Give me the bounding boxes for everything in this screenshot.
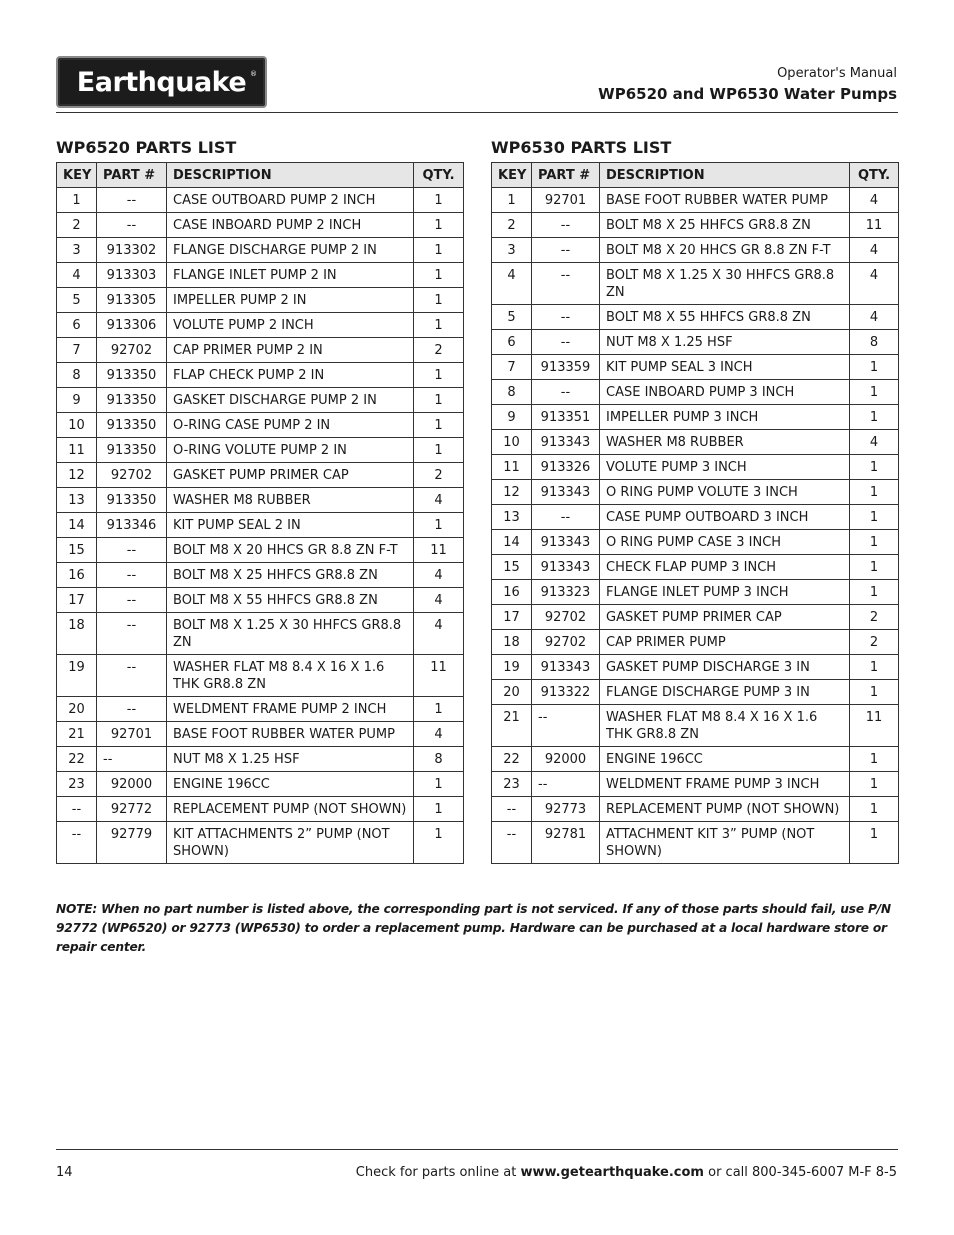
- column-header-part: PART #: [532, 163, 600, 188]
- cell-key: 9: [57, 388, 97, 413]
- cell-part-number: --: [97, 588, 167, 613]
- cell-qty: 8: [414, 747, 464, 772]
- cell-qty: 1: [414, 822, 464, 864]
- cell-key: 4: [492, 263, 532, 305]
- cell-description: WELDMENT FRAME PUMP 2 INCH: [167, 697, 414, 722]
- cell-part-number: 92779: [97, 822, 167, 864]
- cell-key: --: [492, 822, 532, 864]
- cell-key: 2: [492, 213, 532, 238]
- cell-key: 14: [492, 530, 532, 555]
- table-row: [492, 530, 899, 555]
- footer-text-before: Check for parts online at: [355, 1165, 521, 1180]
- table-row: [492, 213, 899, 238]
- cell-qty: 8: [850, 330, 899, 355]
- column-header-description: DESCRIPTION: [167, 163, 414, 188]
- cell-qty: 1: [414, 388, 464, 413]
- cell-part-number: 92702: [532, 630, 600, 655]
- cell-part-number: --: [97, 563, 167, 588]
- table-row: [492, 555, 899, 580]
- table-row: [492, 655, 899, 680]
- cell-part-number: 913306: [97, 313, 167, 338]
- cell-qty: 4: [414, 722, 464, 747]
- cell-key: 3: [492, 238, 532, 263]
- cell-qty: 1: [414, 697, 464, 722]
- table-row: [57, 538, 464, 563]
- cell-description: WELDMENT FRAME PUMP 3 INCH: [600, 772, 850, 797]
- cell-part-number: 913350: [97, 413, 167, 438]
- cell-qty: 1: [414, 772, 464, 797]
- table-row: [57, 338, 464, 363]
- table-row: [492, 605, 899, 630]
- cell-qty: 1: [414, 288, 464, 313]
- table-row: [492, 238, 899, 263]
- website-link[interactable]: www.getearthquake.com: [520, 1165, 704, 1180]
- cell-description: WASHER FLAT M8 8.4 X 16 X 1.6 THK GR8.8 ZN: [600, 705, 850, 747]
- cell-key: 6: [492, 330, 532, 355]
- cell-key: 11: [57, 438, 97, 463]
- cell-description: O RING PUMP CASE 3 INCH: [600, 530, 850, 555]
- cell-description: FLANGE INLET PUMP 3 INCH: [600, 580, 850, 605]
- wp6520-parts-list-title: WP6520 PARTS LIST: [56, 138, 237, 157]
- table-row: [492, 305, 899, 330]
- cell-key: 23: [492, 772, 532, 797]
- cell-key: 6: [57, 313, 97, 338]
- cell-part-number: 913326: [532, 455, 600, 480]
- doc-title: WP6520 and WP6530 Water Pumps: [598, 85, 897, 103]
- cell-part-number: --: [97, 697, 167, 722]
- cell-description: BOLT M8 X 1.25 X 30 HHFCS GR8.8 ZN: [600, 263, 850, 305]
- cell-part-number: 92000: [97, 772, 167, 797]
- cell-description: WASHER FLAT M8 8.4 X 16 X 1.6 THK GR8.8 ZN: [167, 655, 414, 697]
- cell-qty: 1: [850, 555, 899, 580]
- cell-description: CASE OUTBOARD PUMP 2 INCH: [167, 188, 414, 213]
- cell-qty: 2: [414, 338, 464, 363]
- table-row: [57, 822, 464, 864]
- cell-part-number: 92701: [532, 188, 600, 213]
- table-row: [492, 772, 899, 797]
- table-row: [492, 355, 899, 380]
- cell-qty: 11: [414, 655, 464, 697]
- cell-part-number: 913303: [97, 263, 167, 288]
- cell-part-number: --: [532, 505, 600, 530]
- cell-description: IMPELLER PUMP 3 INCH: [600, 405, 850, 430]
- cell-key: 19: [492, 655, 532, 680]
- cell-description: VOLUTE PUMP 3 INCH: [600, 455, 850, 480]
- cell-description: ENGINE 196CC: [167, 772, 414, 797]
- cell-qty: 1: [414, 238, 464, 263]
- table-row: [57, 655, 464, 697]
- cell-part-number: 913343: [532, 530, 600, 555]
- cell-part-number: --: [532, 330, 600, 355]
- cell-description: CAP PRIMER PUMP: [600, 630, 850, 655]
- table-row: [57, 488, 464, 513]
- cell-qty: 1: [414, 263, 464, 288]
- table-row: [492, 505, 899, 530]
- table-header-row: [57, 163, 464, 188]
- cell-part-number: 92702: [97, 338, 167, 363]
- cell-key: 21: [57, 722, 97, 747]
- cell-part-number: 913350: [97, 488, 167, 513]
- table-row: [492, 455, 899, 480]
- cell-part-number: --: [532, 213, 600, 238]
- cell-part-number: 92773: [532, 797, 600, 822]
- cell-description: ATTACHMENT KIT 3” PUMP (NOT SHOWN): [600, 822, 850, 864]
- header-divider: [56, 112, 898, 113]
- footer-text-after: or call 800-345-6007 M-F 8-5: [703, 1165, 897, 1180]
- column-header-description: DESCRIPTION: [600, 163, 850, 188]
- cell-key: 21: [492, 705, 532, 747]
- table-row: [492, 705, 899, 747]
- table-row: [57, 238, 464, 263]
- cell-description: KIT PUMP SEAL 2 IN: [167, 513, 414, 538]
- cell-description: BOLT M8 X 1.25 X 30 HHFCS GR8.8 ZN: [167, 613, 414, 655]
- cell-description: CASE INBOARD PUMP 3 INCH: [600, 380, 850, 405]
- table-row: [57, 438, 464, 463]
- cell-description: O RING PUMP VOLUTE 3 INCH: [600, 480, 850, 505]
- cell-qty: 1: [850, 455, 899, 480]
- cell-key: 15: [57, 538, 97, 563]
- cell-part-number: --: [97, 213, 167, 238]
- cell-key: 13: [492, 505, 532, 530]
- cell-description: CAP PRIMER PUMP 2 IN: [167, 338, 414, 363]
- table-row: [57, 463, 464, 488]
- service-note: NOTE: When no part number is listed above, the corresponding part is not serviced. If any of those parts should fail, use P/N 92772 (WP6520) or 92773 (WP6530) to order a replacement pump. Hardware can be purchased at a local hardware store or repair center.: [56, 902, 891, 954]
- table-row: [492, 747, 899, 772]
- table-row: [492, 380, 899, 405]
- cell-qty: 1: [414, 438, 464, 463]
- cell-part-number: 913359: [532, 355, 600, 380]
- cell-qty: 1: [850, 405, 899, 430]
- cell-description: BASE FOOT RUBBER WATER PUMP: [167, 722, 414, 747]
- cell-qty: 1: [850, 747, 899, 772]
- cell-part-number: 913302: [97, 238, 167, 263]
- table-header-row: [492, 163, 899, 188]
- cell-key: 13: [57, 488, 97, 513]
- cell-description: KIT ATTACHMENTS 2” PUMP (NOT SHOWN): [167, 822, 414, 864]
- column-header-key: KEY: [492, 163, 532, 188]
- cell-key: 22: [492, 747, 532, 772]
- cell-qty: 4: [850, 305, 899, 330]
- cell-description: NUT M8 X 1.25 HSF: [167, 747, 414, 772]
- cell-qty: 2: [414, 463, 464, 488]
- doc-type: Operator's Manual: [777, 66, 897, 81]
- table-row: [492, 263, 899, 305]
- cell-key: 14: [57, 513, 97, 538]
- cell-part-number: --: [97, 655, 167, 697]
- cell-part-number: 913343: [532, 555, 600, 580]
- table-row: [492, 680, 899, 705]
- table-row: [492, 430, 899, 455]
- cell-qty: 1: [414, 188, 464, 213]
- footer-contact: [356, 1165, 897, 1180]
- cell-qty: 1: [850, 505, 899, 530]
- cell-part-number: 913351: [532, 405, 600, 430]
- cell-part-number: --: [97, 747, 167, 772]
- cell-description: FLANGE INLET PUMP 2 IN: [167, 263, 414, 288]
- cell-part-number: --: [532, 380, 600, 405]
- cell-key: 18: [492, 630, 532, 655]
- column-header-key: KEY: [57, 163, 97, 188]
- table-row: [57, 613, 464, 655]
- cell-key: 2: [57, 213, 97, 238]
- cell-description: BOLT M8 X 20 HHCS GR 8.8 ZN F-T: [600, 238, 850, 263]
- cell-qty: 1: [414, 513, 464, 538]
- table-row: [57, 413, 464, 438]
- table-row: [492, 822, 899, 864]
- cell-key: --: [57, 822, 97, 864]
- brand-logo: [56, 56, 267, 108]
- cell-qty: 2: [850, 630, 899, 655]
- cell-qty: 1: [414, 313, 464, 338]
- cell-part-number: --: [532, 772, 600, 797]
- cell-description: REPLACEMENT PUMP (NOT SHOWN): [600, 797, 850, 822]
- cell-part-number: 92701: [97, 722, 167, 747]
- cell-qty: 4: [850, 430, 899, 455]
- cell-description: FLANGE DISCHARGE PUMP 3 IN: [600, 680, 850, 705]
- cell-key: 17: [492, 605, 532, 630]
- table-row: [492, 188, 899, 213]
- cell-qty: 1: [850, 480, 899, 505]
- cell-description: CHECK FLAP PUMP 3 INCH: [600, 555, 850, 580]
- cell-qty: 1: [414, 413, 464, 438]
- cell-qty: 1: [850, 580, 899, 605]
- cell-description: BASE FOOT RUBBER WATER PUMP: [600, 188, 850, 213]
- cell-qty: 4: [414, 488, 464, 513]
- table-row: [57, 797, 464, 822]
- cell-key: --: [492, 797, 532, 822]
- cell-description: FLANGE DISCHARGE PUMP 2 IN: [167, 238, 414, 263]
- cell-qty: 1: [414, 213, 464, 238]
- table-row: [57, 288, 464, 313]
- footer-divider: [56, 1149, 898, 1150]
- cell-key: 5: [492, 305, 532, 330]
- cell-description: O-RING CASE PUMP 2 IN: [167, 413, 414, 438]
- cell-qty: 11: [414, 538, 464, 563]
- cell-description: GASKET PUMP DISCHARGE 3 IN: [600, 655, 850, 680]
- table-row: [57, 313, 464, 338]
- table-row: [57, 697, 464, 722]
- cell-part-number: --: [97, 188, 167, 213]
- cell-key: 18: [57, 613, 97, 655]
- cell-description: VOLUTE PUMP 2 INCH: [167, 313, 414, 338]
- cell-description: KIT PUMP SEAL 3 INCH: [600, 355, 850, 380]
- wp6530-parts-list-title: WP6530 PARTS LIST: [491, 138, 672, 157]
- cell-part-number: 913343: [532, 430, 600, 455]
- table-row: [492, 630, 899, 655]
- cell-key: --: [57, 797, 97, 822]
- cell-part-number: 913346: [97, 513, 167, 538]
- cell-qty: 4: [414, 588, 464, 613]
- cell-part-number: --: [532, 705, 600, 747]
- cell-part-number: --: [97, 538, 167, 563]
- cell-key: 11: [492, 455, 532, 480]
- cell-part-number: --: [532, 305, 600, 330]
- cell-part-number: 92781: [532, 822, 600, 864]
- cell-qty: 4: [414, 613, 464, 655]
- cell-description: CASE PUMP OUTBOARD 3 INCH: [600, 505, 850, 530]
- cell-key: 4: [57, 263, 97, 288]
- wp6530-parts-table: [491, 162, 899, 864]
- table-row: [57, 188, 464, 213]
- cell-qty: 1: [850, 822, 899, 864]
- cell-key: 10: [57, 413, 97, 438]
- cell-part-number: 913350: [97, 438, 167, 463]
- cell-description: IMPELLER PUMP 2 IN: [167, 288, 414, 313]
- cell-key: 10: [492, 430, 532, 455]
- cell-description: O-RING VOLUTE PUMP 2 IN: [167, 438, 414, 463]
- cell-qty: 1: [850, 680, 899, 705]
- cell-qty: 1: [850, 655, 899, 680]
- cell-part-number: 92772: [97, 797, 167, 822]
- cell-description: REPLACEMENT PUMP (NOT SHOWN): [167, 797, 414, 822]
- cell-part-number: --: [532, 263, 600, 305]
- cell-part-number: 913343: [532, 655, 600, 680]
- cell-part-number: --: [97, 613, 167, 655]
- cell-description: WASHER M8 RUBBER: [167, 488, 414, 513]
- table-row: [57, 588, 464, 613]
- cell-key: 20: [492, 680, 532, 705]
- cell-qty: 1: [414, 363, 464, 388]
- cell-description: NUT M8 X 1.25 HSF: [600, 330, 850, 355]
- cell-qty: 2: [850, 605, 899, 630]
- cell-part-number: 913322: [532, 680, 600, 705]
- cell-description: ENGINE 196CC: [600, 747, 850, 772]
- cell-key: 15: [492, 555, 532, 580]
- table-row: [492, 580, 899, 605]
- cell-description: BOLT M8 X 20 HHCS GR 8.8 ZN F-T: [167, 538, 414, 563]
- table-row: [57, 563, 464, 588]
- cell-description: BOLT M8 X 55 HHFCS GR8.8 ZN: [167, 588, 414, 613]
- page-number: 14: [56, 1165, 73, 1180]
- cell-key: 19: [57, 655, 97, 697]
- cell-description: BOLT M8 X 25 HHFCS GR8.8 ZN: [167, 563, 414, 588]
- cell-key: 12: [492, 480, 532, 505]
- cell-qty: 11: [850, 705, 899, 747]
- cell-qty: 1: [414, 797, 464, 822]
- cell-qty: 4: [850, 238, 899, 263]
- cell-qty: 1: [850, 380, 899, 405]
- table-row: [57, 388, 464, 413]
- cell-key: 8: [57, 363, 97, 388]
- logo-registered-mark: ®: [250, 70, 257, 78]
- cell-key: 7: [57, 338, 97, 363]
- cell-description: GASKET PUMP PRIMER CAP: [167, 463, 414, 488]
- table-row: [57, 213, 464, 238]
- cell-part-number: 913350: [97, 363, 167, 388]
- cell-key: 7: [492, 355, 532, 380]
- table-row: [57, 772, 464, 797]
- cell-qty: 1: [850, 530, 899, 555]
- cell-qty: 1: [850, 797, 899, 822]
- table-row: [57, 363, 464, 388]
- cell-key: 1: [57, 188, 97, 213]
- table-row: [492, 405, 899, 430]
- cell-qty: 4: [414, 563, 464, 588]
- cell-part-number: 92702: [532, 605, 600, 630]
- cell-part-number: 913350: [97, 388, 167, 413]
- cell-part-number: 913323: [532, 580, 600, 605]
- column-header-qty: QTY.: [850, 163, 899, 188]
- table-row: [57, 747, 464, 772]
- cell-qty: 4: [850, 188, 899, 213]
- cell-description: CASE INBOARD PUMP 2 INCH: [167, 213, 414, 238]
- table-row: [57, 263, 464, 288]
- cell-key: 23: [57, 772, 97, 797]
- cell-part-number: 913343: [532, 480, 600, 505]
- cell-key: 8: [492, 380, 532, 405]
- cell-qty: 4: [850, 263, 899, 305]
- cell-key: 12: [57, 463, 97, 488]
- cell-key: 16: [492, 580, 532, 605]
- cell-part-number: 913305: [97, 288, 167, 313]
- column-header-qty: QTY.: [414, 163, 464, 188]
- cell-description: GASKET DISCHARGE PUMP 2 IN: [167, 388, 414, 413]
- cell-key: 1: [492, 188, 532, 213]
- table-row: [492, 480, 899, 505]
- cell-part-number: --: [532, 238, 600, 263]
- cell-description: GASKET PUMP PRIMER CAP: [600, 605, 850, 630]
- table-row: [57, 513, 464, 538]
- cell-key: 22: [57, 747, 97, 772]
- cell-part-number: 92702: [97, 463, 167, 488]
- table-row: [492, 797, 899, 822]
- logo-text: Earthquake: [76, 66, 247, 98]
- cell-qty: 1: [850, 355, 899, 380]
- column-header-part: PART #: [97, 163, 167, 188]
- cell-qty: 11: [850, 213, 899, 238]
- cell-description: WASHER M8 RUBBER: [600, 430, 850, 455]
- cell-description: FLAP CHECK PUMP 2 IN: [167, 363, 414, 388]
- cell-description: BOLT M8 X 25 HHFCS GR8.8 ZN: [600, 213, 850, 238]
- cell-key: 5: [57, 288, 97, 313]
- cell-key: 9: [492, 405, 532, 430]
- cell-key: 17: [57, 588, 97, 613]
- cell-key: 3: [57, 238, 97, 263]
- cell-part-number: 92000: [532, 747, 600, 772]
- table-row: [492, 330, 899, 355]
- cell-description: BOLT M8 X 55 HHFCS GR8.8 ZN: [600, 305, 850, 330]
- cell-qty: 1: [850, 772, 899, 797]
- table-row: [57, 722, 464, 747]
- cell-key: 20: [57, 697, 97, 722]
- cell-key: 16: [57, 563, 97, 588]
- wp6520-parts-table: [56, 162, 464, 864]
